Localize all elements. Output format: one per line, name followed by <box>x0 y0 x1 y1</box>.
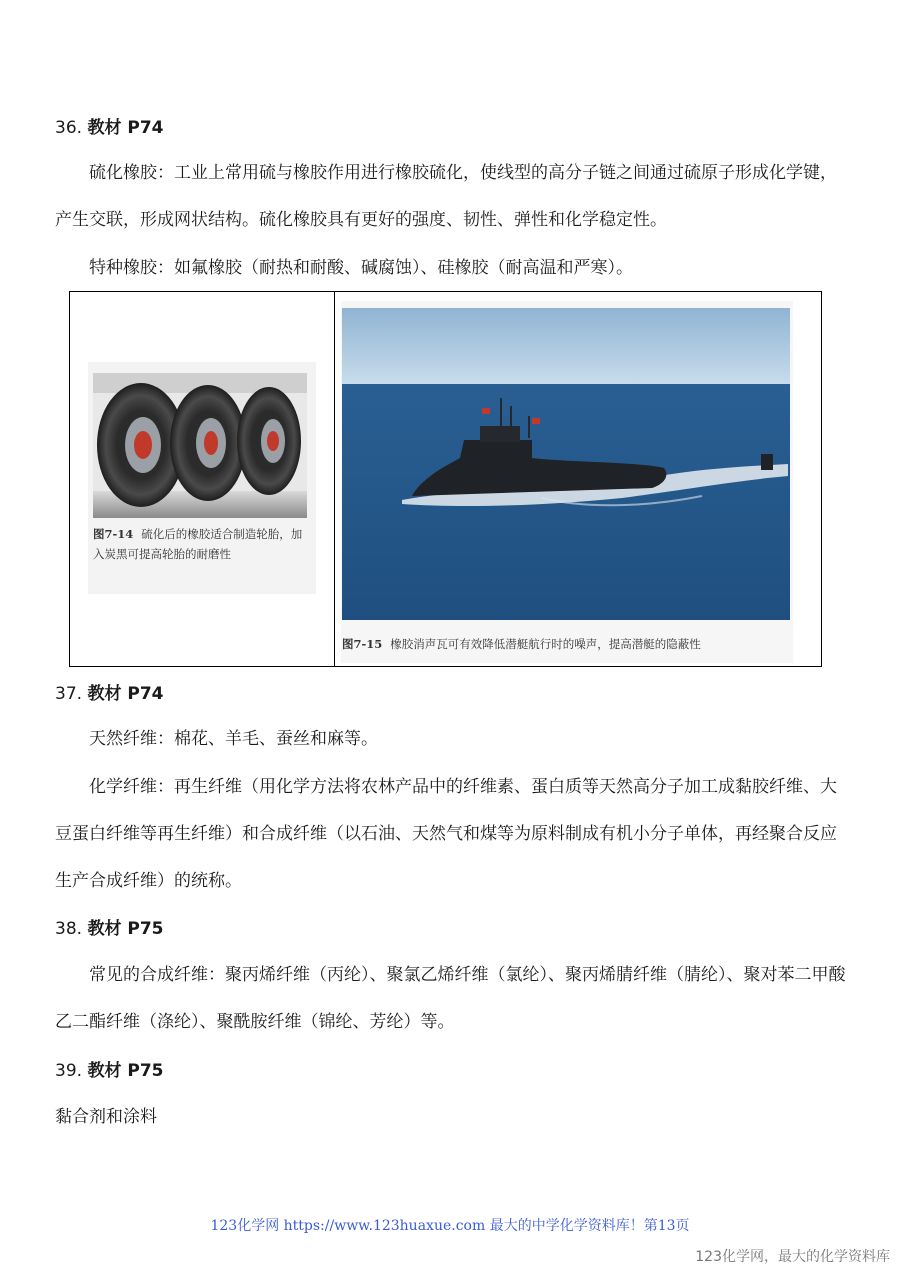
figure-number: 图7-14 <box>93 527 134 541</box>
paragraph-vulcanized-rubber: 硫化橡胶：工业上常用硫与橡胶作用进行橡胶硫化，使线型的高分子链之间通过硫原子形成化学键，产生交联，形成网状结构。硫化橡胶具有更好的强度、韧性、弹性和化学稳定性。 <box>55 163 837 230</box>
paragraph-chemical-fiber: 化学纤维：再生纤维（用化学方法将农林产品中的纤维素、蛋白质等天然高分子加工成黏胶纤维、大豆蛋白纤维等再生纤维）和合成纤维（以石油、天然气和煤等为原料制成有机小分子单体，再经聚合反应生产合成纤维）的统称。 <box>55 777 837 891</box>
brand-watermark: 123化学网，最大的化学资料库 <box>695 1249 890 1265</box>
section-source: 教材 P75 <box>87 919 164 939</box>
section-heading-39 <box>55 1060 164 1082</box>
section-number: 39. <box>55 1061 83 1081</box>
section-source: 教材 P74 <box>87 684 164 704</box>
figure-caption-7-14 <box>93 524 311 564</box>
section-number: 36. <box>55 118 83 138</box>
figure-caption-text: 硫化后的橡胶适合制造轮胎，加入炭黑可提高轮胎的耐磨性 <box>93 527 303 561</box>
section-number: 38. <box>55 919 83 939</box>
tires-photo <box>93 373 307 518</box>
figure-caption-text: 橡胶消声瓦可有效降低潜艇航行时的噪声，提高潜艇的隐蔽性 <box>390 637 701 651</box>
paragraph-synthetic-fiber: 常见的合成纤维：聚丙烯纤维（丙纶）、聚氯乙烯纤维（氯纶）、聚丙烯腈纤维（腈纶）、聚对苯二甲酸乙二酯纤维（涤纶）、聚酰胺纤维（锦纶、芳纶）等。 <box>55 965 846 1032</box>
paragraph-natural-fiber: 天然纤维：棉花、羊毛、蚕丝和麻等。 <box>89 729 378 749</box>
figure-submarine <box>341 301 793 663</box>
figure-table-divider <box>334 292 335 666</box>
figure-tires <box>88 362 316 594</box>
section-heading-36 <box>55 117 164 139</box>
section-source: 教材 P74 <box>87 118 164 138</box>
paragraph-adhesive: 黏合剂和涂料 <box>55 1107 157 1127</box>
page-footer: 123化学网 https://www.123huaxue.com 最大的中学化学资料库！第13页 <box>210 1218 690 1234</box>
section-heading-38 <box>55 918 164 940</box>
paragraph-special-rubber: 特种橡胶：如氟橡胶（耐热和耐酸、碱腐蚀）、硅橡胶（耐高温和严寒）。 <box>89 258 633 278</box>
submarine-photo <box>342 308 790 620</box>
section-source: 教材 P75 <box>87 1061 164 1081</box>
section-number: 37. <box>55 684 83 704</box>
figure-caption-7-15 <box>342 634 792 654</box>
section-heading-37 <box>55 683 164 705</box>
figure-number: 图7-15 <box>342 637 383 651</box>
